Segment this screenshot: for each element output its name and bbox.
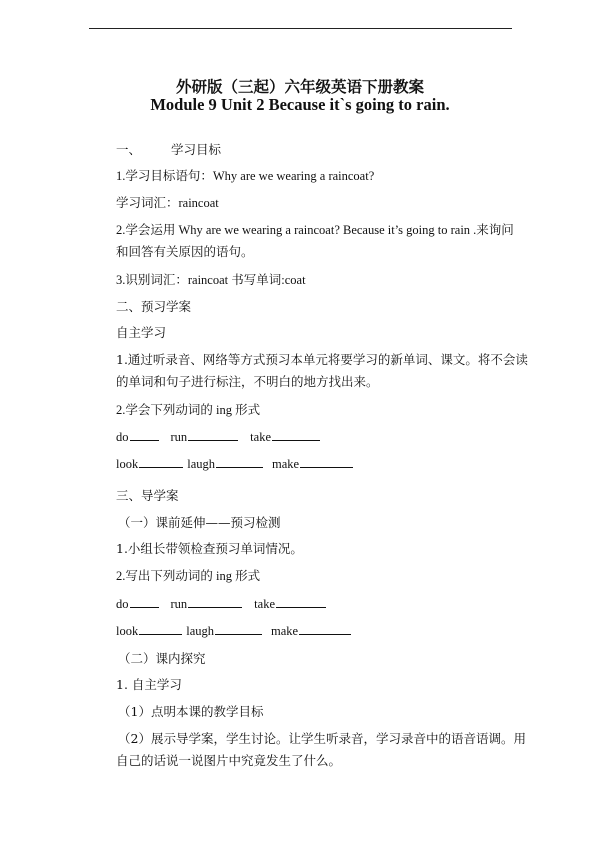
step-show-guide-line-2: 自己的话说一说图片中究竟发生了什么。 bbox=[116, 753, 342, 768]
answer-blank[interactable] bbox=[276, 596, 326, 608]
ing-form-instruction: 2.学会下列动词的 ing 形式 bbox=[116, 403, 261, 417]
answer-blank[interactable] bbox=[130, 596, 159, 608]
verb-run: run bbox=[170, 597, 188, 611]
goal-usage-line-1: 2.学会运用 Why are we wearing a raincoat? Because it’s going to rain .来询问 bbox=[116, 223, 514, 237]
verb-laugh: laugh bbox=[186, 624, 215, 638]
goal-identify-words: 3.识别词汇：raincoat 书写单词:coat bbox=[116, 273, 306, 287]
answer-blank[interactable] bbox=[300, 456, 353, 468]
verb-make: make bbox=[272, 457, 300, 471]
preview-instruction-line-1: 1.通过听录音、网络等方式预习本单元将要学习的新单词、课文。将不会读 bbox=[116, 352, 528, 367]
self-learning-subheading: 1. 自主学习 bbox=[116, 677, 182, 692]
verb-do: do bbox=[116, 430, 129, 444]
answer-blank[interactable] bbox=[139, 456, 183, 468]
answer-blank[interactable] bbox=[215, 623, 262, 635]
ing-exercise-row-2 bbox=[116, 456, 353, 472]
step-show-guide-line-1: （2）展示导学案，学生讨论。让学生听录音，学习录音中的语音语调。用 bbox=[118, 731, 526, 746]
ing-exercise-row-1 bbox=[116, 596, 326, 612]
verb-take: take bbox=[254, 597, 275, 611]
answer-blank[interactable] bbox=[299, 623, 351, 635]
answer-blank[interactable] bbox=[188, 596, 242, 608]
answer-blank[interactable] bbox=[188, 429, 238, 441]
page-title-english: Module 9 Unit 2 Because it`s going to rain. bbox=[150, 95, 450, 114]
preview-instruction-line-2: 的单词和句子进行标注，不明白的地方找出来。 bbox=[116, 374, 379, 389]
answer-blank[interactable] bbox=[139, 623, 182, 635]
answer-blank[interactable] bbox=[216, 456, 263, 468]
goal-vocabulary: 学习词汇：raincoat bbox=[116, 196, 219, 210]
goal-usage-line-2: 和回答有关原因的语句。 bbox=[116, 244, 254, 259]
group-check-instruction: 1.小组长带领检查预习单词情况。 bbox=[116, 541, 303, 556]
top-rule bbox=[89, 28, 512, 29]
verb-make: make bbox=[271, 624, 299, 638]
verb-do: do bbox=[116, 597, 129, 611]
self-study-label: 自主学习 bbox=[116, 325, 167, 340]
answer-blank[interactable] bbox=[130, 429, 159, 441]
ing-exercise-row-2 bbox=[116, 623, 351, 639]
verb-laugh: laugh bbox=[187, 457, 216, 471]
section-1-title: 学习目标 bbox=[171, 142, 222, 157]
step-teaching-objectives: （1）点明本课的教学目标 bbox=[118, 704, 264, 719]
section-1-heading bbox=[116, 142, 221, 158]
section-2-heading: 二、预习学案 bbox=[116, 299, 192, 314]
write-ing-instruction: 2.写出下列动词的 ing 形式 bbox=[116, 569, 261, 583]
ing-exercise-row-1 bbox=[116, 429, 320, 445]
section-3-heading: 三、导学案 bbox=[116, 488, 179, 503]
pre-class-extension-heading: （一）课前延伸——预习检测 bbox=[118, 515, 281, 530]
goal-sentence: 1.学习目标语句：Why are we wearing a raincoat? bbox=[116, 169, 375, 183]
answer-blank[interactable] bbox=[272, 429, 320, 441]
section-1-number: 一、 bbox=[116, 142, 142, 157]
verb-look: look bbox=[116, 457, 139, 471]
verb-look: look bbox=[116, 624, 139, 638]
verb-run: run bbox=[170, 430, 188, 444]
page-title-chinese: 外研版（三起）六年级英语下册教案 bbox=[175, 77, 424, 96]
verb-take: take bbox=[250, 430, 271, 444]
in-class-exploration-heading: （二）课内探究 bbox=[118, 651, 206, 666]
